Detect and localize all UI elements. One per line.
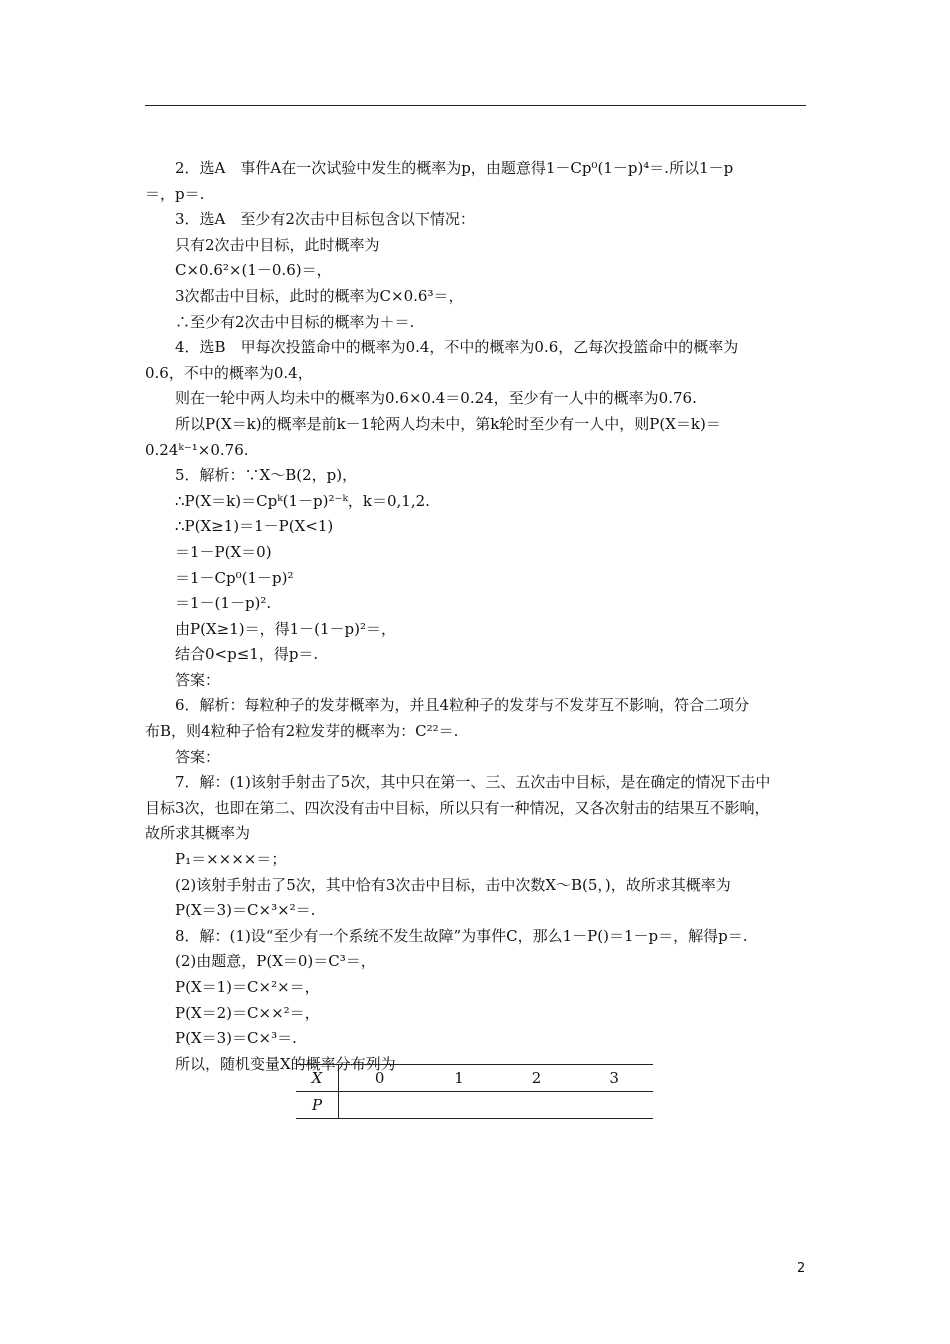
table-cell: 0 — [339, 1065, 421, 1092]
text-line: P(X＝3)＝C×³＝. — [175, 1029, 297, 1048]
table-cell — [420, 1092, 498, 1119]
text-line: P(X＝3)＝C×³×²＝. — [175, 901, 316, 920]
table-header-p: P — [296, 1092, 339, 1119]
text-line: 所以，随机变量X的概率分布列为 — [175, 1054, 396, 1073]
table-cell — [498, 1092, 576, 1119]
text-line: 0.6，不中的概率为0.4， — [145, 363, 313, 382]
text-line: 7．解：(1)该射手射击了5次，其中只在第一、三、五次击中目标，是在确定的情况下击中 — [175, 773, 771, 792]
text-line: 2．选A 事件A在一次试验中发生的概率为p，由题意得1－Cp⁰(1－p)⁴＝.所以1－p — [175, 159, 734, 177]
text-line: 3．选A 至少有2次击中目标包含以下情况： — [175, 210, 475, 229]
table-header-x: X — [296, 1065, 339, 1092]
text-line: C×0.6²×(1－0.6)＝， — [175, 261, 332, 280]
text-line: (2)由题意，P(X＝0)＝C³＝， — [175, 952, 376, 971]
text-line: 8．解：(1)设“至少有一个系统不发生故障”为事件C，那么1－P()＝1－p＝，解得p＝. — [175, 926, 748, 945]
text-line: 则在一轮中两人均未中的概率为0.6×0.4＝0.24，至少有一人中的概率为0.76. — [175, 389, 697, 408]
text-line: 答案： — [175, 670, 221, 689]
text-line: 故所求其概率为 — [145, 824, 251, 843]
table-row — [296, 1065, 653, 1092]
table-row — [296, 1092, 653, 1119]
text-line: 布B，则4粒种子恰有2粒发芽的概率为：C²²＝. — [145, 722, 459, 741]
table-cell: 2 — [498, 1065, 576, 1092]
text-line: 所以P(X＝k)的概率是前k－1轮两人均未中，第k轮时至少有一人中，则P(X＝k)＝ — [175, 414, 721, 433]
table-cell — [339, 1092, 421, 1119]
probability-distribution-table — [296, 1064, 653, 1119]
header-rule — [145, 105, 806, 106]
text-line: 目标3次，也即在第二、四次没有击中目标，所以只有一种情况，又各次射击的结果互不影响， — [145, 798, 770, 817]
page-number: 2 — [797, 1261, 806, 1276]
text-line: ＝1－Cp⁰(1－p)² — [175, 568, 294, 587]
text-line: 结合0<p≤1，得p＝. — [175, 645, 319, 664]
text-line: P₁＝××××＝； — [175, 850, 287, 869]
table-cell: 3 — [575, 1065, 653, 1092]
text-line: 3次都击中目标，此时的概率为C×0.6³＝， — [175, 286, 464, 305]
text-line: (2)该射手射击了5次，其中恰有3次击中目标，击中次数X～B(5，)，故所求其概率为 — [175, 875, 731, 894]
table-cell: 1 — [420, 1065, 498, 1092]
solution-text — [145, 156, 807, 1077]
text-line: ∴P(X≥1)＝1－P(X<1) — [175, 517, 334, 536]
text-line: ∴P(X＝k)＝Cpᵏ(1－p)²⁻ᵏ，k＝0,1,2. — [175, 491, 430, 510]
text-line: 答案： — [175, 747, 221, 766]
text-line: ＝1－(1－p)². — [175, 594, 272, 613]
text-line: ＝1－P(X＝0) — [175, 542, 272, 561]
text-line: ＝，p＝. — [145, 184, 205, 203]
table-cell — [575, 1092, 653, 1119]
text-line: 5．解析：∵X～B(2，p)， — [175, 466, 358, 485]
text-line: 由P(X≥1)＝，得1－(1－p)²＝， — [175, 619, 396, 638]
text-line: 6．解析：每粒种子的发芽概率为，并且4粒种子的发芽与不发芽互不影响，符合二项分 — [175, 696, 750, 715]
text-line: 0.24ᵏ⁻¹×0.76. — [145, 440, 249, 459]
text-line: P(X＝1)＝C×²×＝， — [175, 978, 320, 996]
text-line: P(X＝2)＝C××²＝， — [175, 1003, 320, 1022]
text-line: ∴至少有2次击中目标的概率为＋＝. — [175, 312, 415, 331]
text-line: 4．选B 甲每次投篮命中的概率为0.4，不中的概率为0.6，乙每次投篮命中的概率为 — [175, 338, 739, 357]
text-line: 只有2次击中目标，此时概率为 — [175, 235, 380, 254]
